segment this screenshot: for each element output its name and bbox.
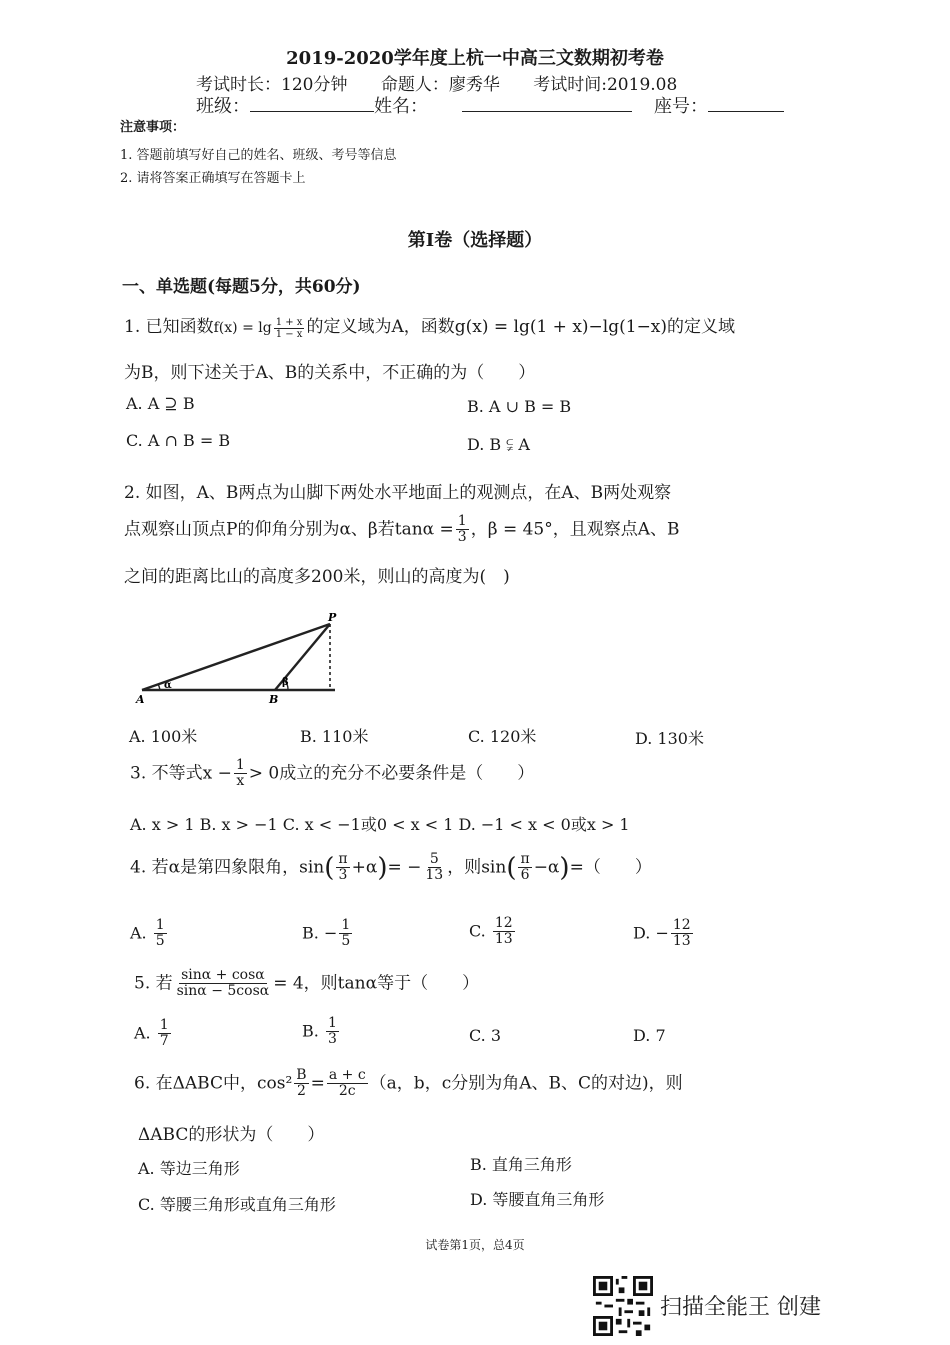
q4-option-b: B. − $\frac{1}{5}$ <box>302 917 351 950</box>
q1-option-c: C. A ∩ B = B <box>126 431 231 450</box>
q1-option-d: D. B ⫋ A <box>467 435 530 454</box>
q5-option-a: A. $\frac{1}{7}$ <box>134 1017 169 1050</box>
qr-code-icon <box>593 1276 653 1336</box>
q4-text: = − <box>387 857 422 878</box>
q4-frac-a: $\frac{1}{5}$ <box>155 917 165 950</box>
q3-line <box>130 758 534 790</box>
q5-text: = 4，则tanα等于（ ） <box>273 973 480 994</box>
q1-option-a: A. A ⊇ B <box>126 394 195 413</box>
student-info-line <box>196 92 784 118</box>
q1-f-frac: $\frac{1 + x}{1 - x}$ <box>275 317 303 341</box>
exam-author: 命题人：廖秀华 <box>380 75 500 95</box>
q4-frac-c: $\frac{12}{13}$ <box>494 915 513 948</box>
q6-line2: ΔABC的形状为（ ） <box>138 1125 325 1145</box>
q2-line1: 2. 如图，A、B两点为山脚下两处水平地面上的观测点，在A、B两处观察 <box>124 483 672 503</box>
q6-r-frac: $\frac{a + c}{2c}$ <box>328 1067 366 1100</box>
q4-text: ，则sin <box>447 857 507 878</box>
q4-pi3: $\frac{\pi}{3}$ <box>338 851 348 884</box>
q4-pi6: $\frac{\pi}{6}$ <box>520 851 530 884</box>
paren: ) <box>377 852 388 883</box>
q5-option-c: C. 3 <box>469 1026 502 1045</box>
q4-text: 4. 若α是第四象限角，sin <box>130 857 325 878</box>
q6-line1 <box>134 1068 683 1100</box>
paren: ( <box>324 852 335 883</box>
q2-tan-frac: $\frac{1}{3}$ <box>457 513 467 546</box>
q5-option-b: B. $\frac{1}{3}$ <box>302 1015 337 1048</box>
exam-title: 2019-2020学年度上杭一中高三文数期初考卷 <box>286 48 664 69</box>
q4-text: +α <box>351 857 378 878</box>
q3-frac: $\frac{1}{x}$ <box>235 757 245 790</box>
q1-text: 的定义域为A，函数g(x) = lg(1 + x)−lg(1−x)的定义域 <box>306 317 736 337</box>
page-footer: 试卷第1页，总4页 <box>425 1238 525 1252</box>
q4-text: =（ ） <box>569 857 652 878</box>
exam-date: 考试时间:2019.08 <box>533 75 678 95</box>
q4-frac-b: $\frac{1}{5}$ <box>341 917 351 950</box>
label-a: A <box>136 693 145 706</box>
label-p: P <box>328 611 337 624</box>
q6-option-a: A. 等边三角形 <box>138 1159 240 1178</box>
q2-option-a: A. 100米 <box>129 727 198 746</box>
name-label: 姓名： <box>374 96 428 117</box>
q1-line2: 为B，则下述关于A、B的关系中，不正确的为（ ） <box>124 363 536 383</box>
q2-text: 点观察山顶点P的仰角分别为α、β若tanα = <box>124 519 454 540</box>
notice-item: 2. 请将答案正确填写在答题卡上 <box>120 171 306 186</box>
q4-text: −α <box>533 857 560 878</box>
label-alpha: α <box>164 680 172 691</box>
q5-frac-b: $\frac{1}{3}$ <box>327 1015 337 1048</box>
notice-item: 1. 答题前填写好自己的姓名、班级、考号等信息 <box>120 148 397 163</box>
q4-option-d: D. − $\frac{12}{13}$ <box>633 917 691 950</box>
q2-option-c: C. 120米 <box>468 727 537 746</box>
q5-option-d: D. 7 <box>633 1026 666 1045</box>
q2-text: ，β = 45°，且观察点A、B <box>470 519 680 540</box>
q2-line2 <box>124 514 680 546</box>
q3-text: 3. 不等式x − <box>130 763 232 784</box>
q4-option-a: A. $\frac{1}{5}$ <box>130 917 165 950</box>
label-b: B <box>269 693 279 706</box>
q4-option-c: C. $\frac{12}{13}$ <box>469 915 513 948</box>
q5-frac: $\frac{\sin\alpha + \cos\alpha}{\sin\alpha - 5\cos\alpha}$ <box>176 967 270 1000</box>
q5-text: 5. 若 <box>134 973 173 994</box>
mountain-figure <box>130 608 350 708</box>
label-beta: β <box>282 677 289 688</box>
q4-line <box>130 852 652 884</box>
paren: ) <box>559 852 570 883</box>
q4-frac-d: $\frac{12}{13}$ <box>672 917 691 950</box>
class-label: 班级： <box>196 96 250 117</box>
q6-text: （a，b，c分别为角A、B、C的对边)，则 <box>369 1073 683 1094</box>
q6-option-b: B. 直角三角形 <box>470 1155 572 1174</box>
q1-f-expr: f(x) = lg <box>213 320 272 336</box>
q4-value: $\frac{5}{13}$ <box>425 851 444 884</box>
notice-heading: 注意事项： <box>120 120 186 135</box>
q3-text: > 0成立的充分不必要条件是（ ） <box>248 763 535 784</box>
exam-duration: 考试时长：120分钟 <box>196 75 348 95</box>
q3-options: A. x > 1 B. x > −1 C. x < −1或0 < x < 1 D. −1 < x < 0或x > 1 <box>130 815 630 834</box>
q2-option-b: B. 110米 <box>300 727 369 746</box>
seat-blank[interactable] <box>708 97 784 112</box>
q6-option-c: C. 等腰三角形或直角三角形 <box>138 1195 336 1214</box>
name-blank[interactable] <box>462 97 632 112</box>
part-title: 一、单选题(每题5分，共60分) <box>122 277 361 297</box>
q1-option-b: B. A ∪ B = B <box>467 397 572 416</box>
q5-frac-a: $\frac{1}{7}$ <box>159 1017 169 1050</box>
seat-label: 座号： <box>654 96 708 117</box>
q6-text: 6. 在ΔABC中，cos² <box>134 1073 293 1094</box>
q1-text: 1. 已知函数 <box>124 317 214 337</box>
class-blank[interactable] <box>250 97 374 112</box>
q6-b-frac: $\frac{B}{2}$ <box>296 1067 307 1100</box>
q6-text: = <box>310 1073 325 1094</box>
q2-option-d: D. 130米 <box>635 729 704 748</box>
q6-option-d: D. 等腰直角三角形 <box>470 1190 605 1209</box>
paren: ( <box>506 852 517 883</box>
section-title: 第Ⅰ卷（选择题） <box>407 230 543 251</box>
q5-line <box>134 968 479 1000</box>
q2-line3: 之间的距离比山的高度多200米，则山的高度为( ) <box>124 567 510 587</box>
q1-line1 <box>124 312 735 340</box>
scanner-watermark: 扫描全能王 创建 <box>660 1295 821 1320</box>
